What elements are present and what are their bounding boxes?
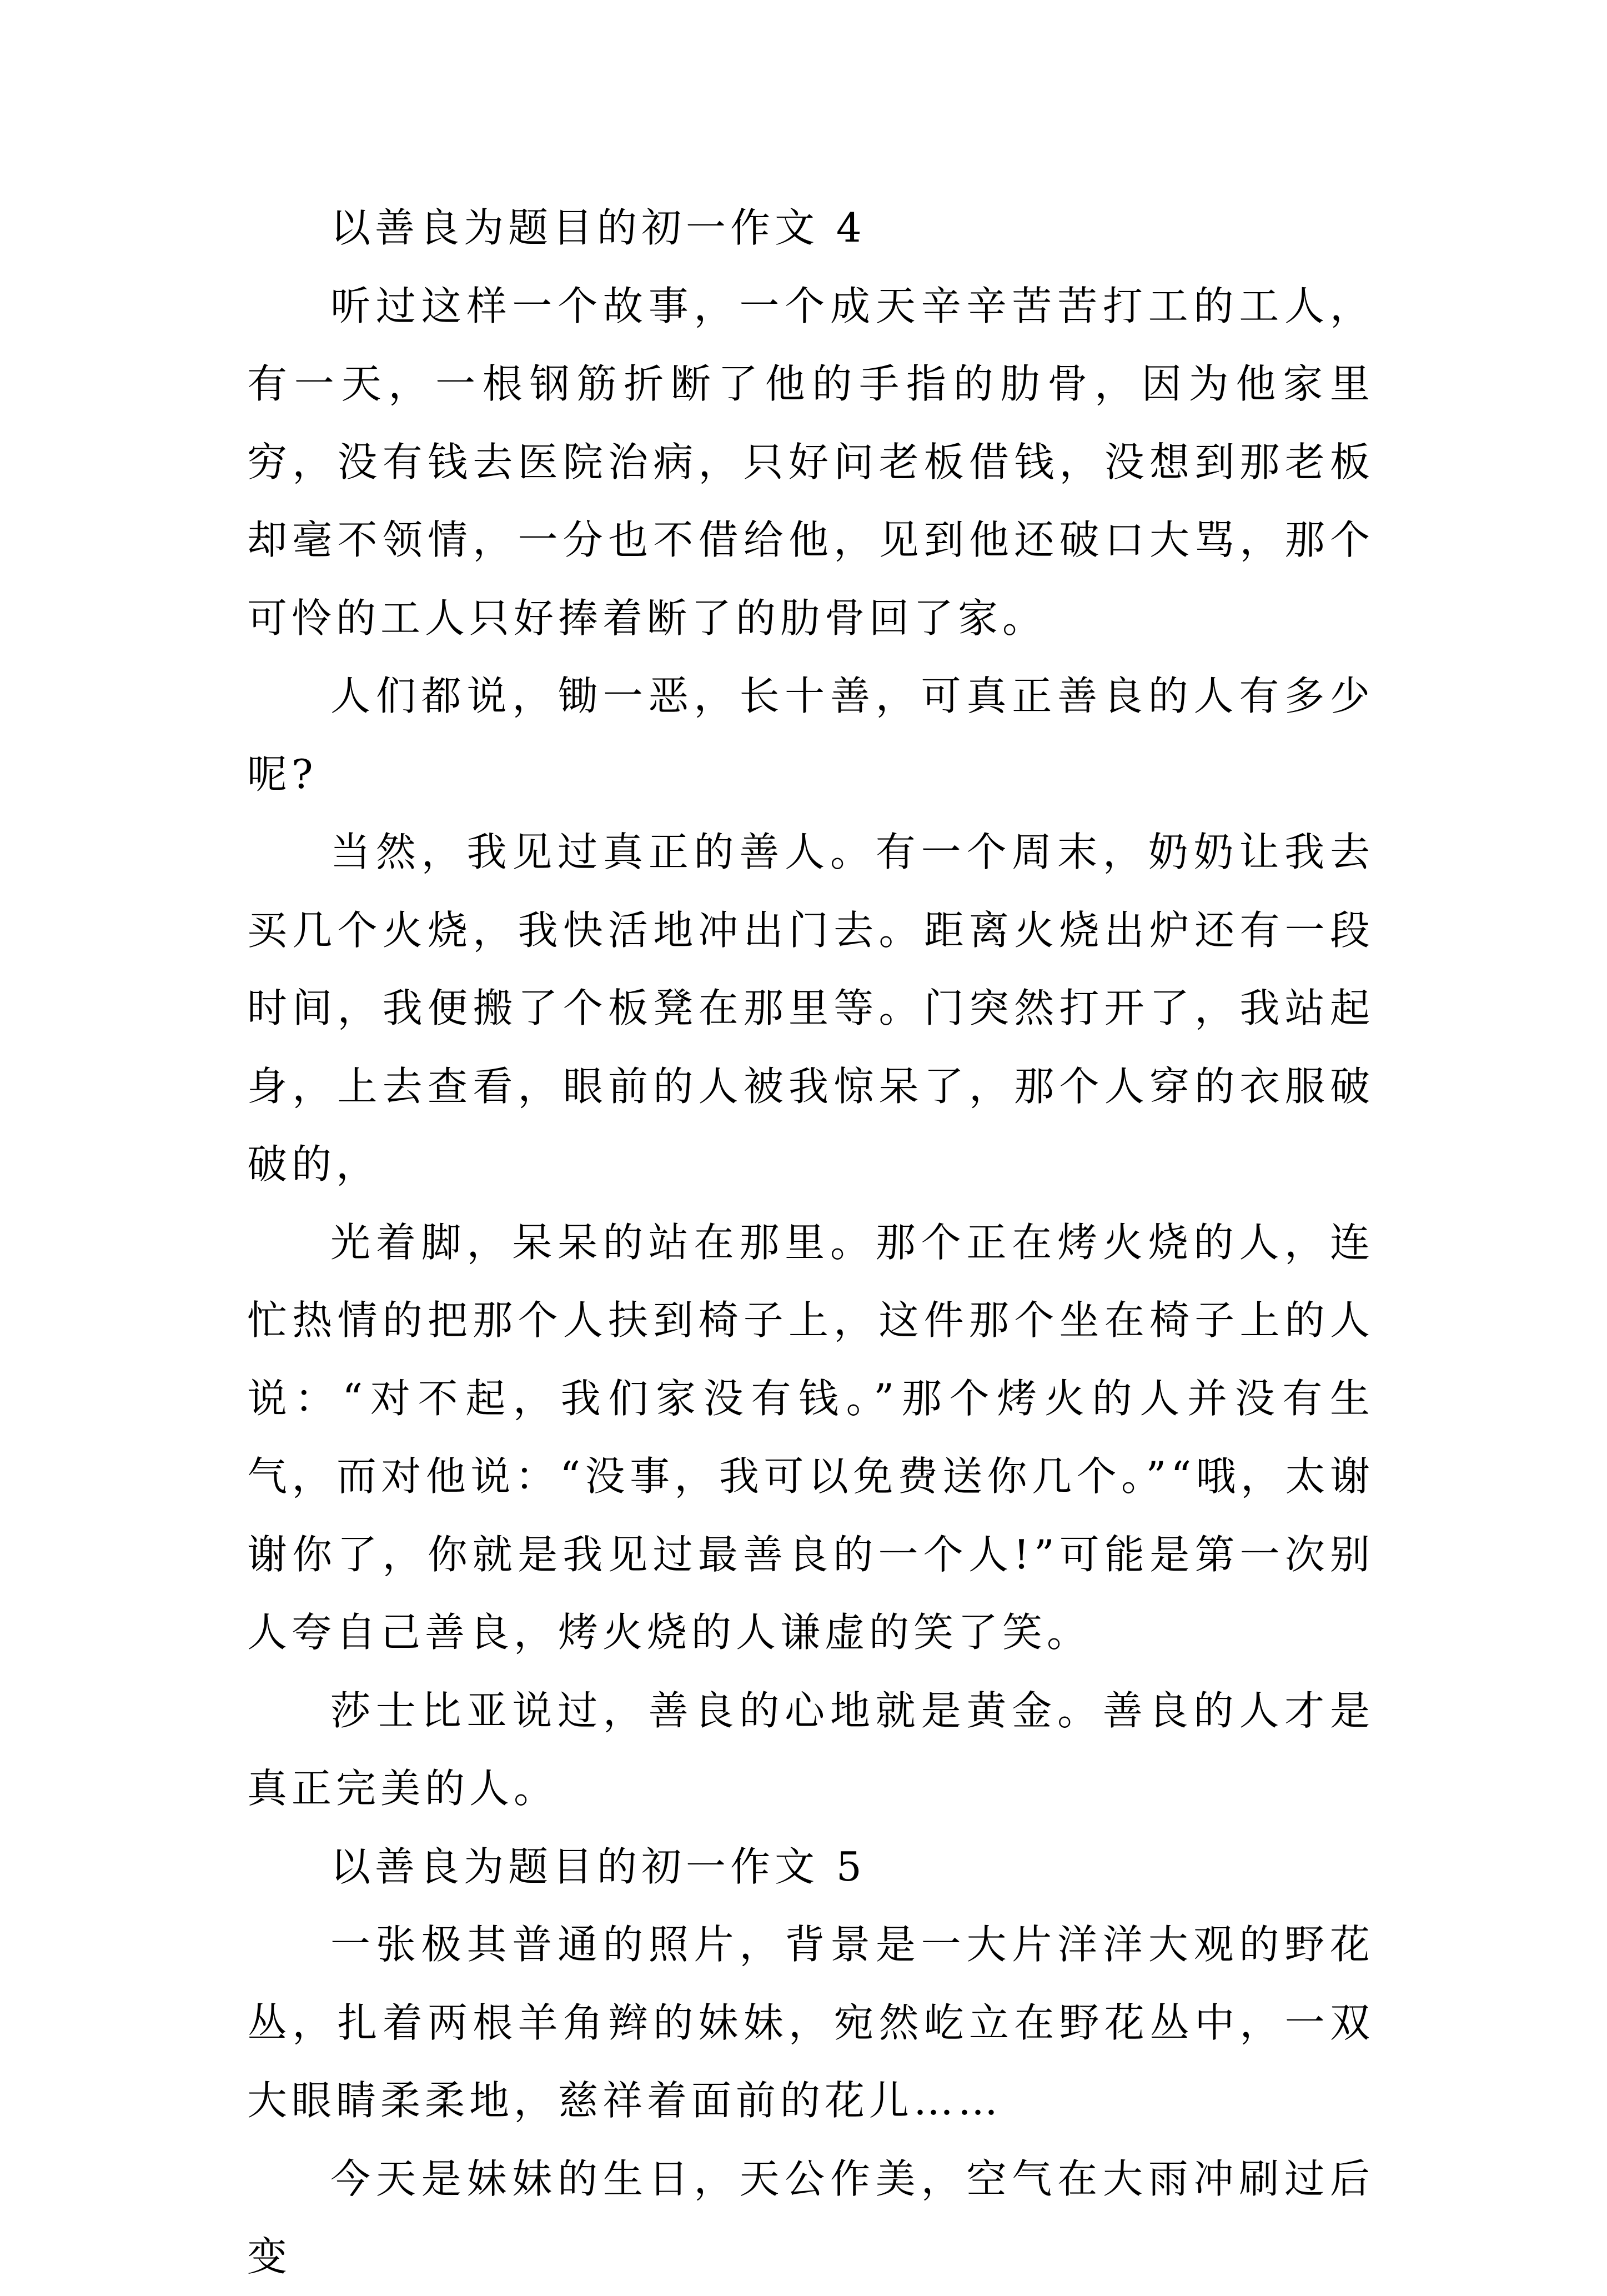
essay-heading-5: 以善良为题目的初一作文 5 — [330, 1843, 866, 1890]
paragraph-worker-story: 听过这样一个故事，一个成天辛辛苦苦打工的工人，有一天，一根钢筋折断了他的手指的肋骨，因为他家里穷，没有钱去医院治病，只好问老板借钱，没想到那老板却毫不领情，一分也不借给他，见到他还破口大骂，那个可怜的工人只好捧着断了的肋骨回了家。 — [247, 282, 1374, 641]
paragraph-weekend: 当然，我见过真正的善人。有一个周末，奶奶让我去买几个火烧，我快活地冲出门去。距离火烧出炉还有一段时间，我便搬了个板凳在那里等。门突然打开了，我站起身，上去查看，眼前的人被我惊呆了，那个人穿的衣服破破的， — [247, 829, 1374, 1187]
document-body — [247, 189, 1374, 2296]
paragraph-question: 人们都说，锄一恶，长十善，可真正善良的人有多少呢? — [247, 673, 1374, 798]
essay-heading-4: 以善良为题目的初一作文 4 — [330, 204, 866, 251]
paragraph-barefoot: 光着脚，呆呆的站在那里。那个正在烤火烧的人，连忙热情的把那个人扶到椅子上，这件那个坐在椅子上的人说：“对不起，我们家没有钱。”那个烤火的人并没有生气，而对他说：“没事，我可以免费送你几个。”“哦，太谢谢你了，你就是我见过最善良的一个人!”可能是第一次别人夸自己善良，烤火烧的人谦虚的笑了笑。 — [247, 1219, 1374, 1656]
paragraph-birthday: 今天是妹妹的生日，天公作美，空气在大雨冲刷过后变 — [247, 2155, 1374, 2280]
paragraph-photo: 一张极其普通的照片，背景是一大片洋洋大观的野花丛，扎着两根羊角辫的妹妹，宛然屹立在野花丛中，一双大眼睛柔柔地，慈祥着面前的花儿…… — [247, 1921, 1374, 2124]
paragraph-shakespeare: 莎士比亚说过，善良的心地就是黄金。善良的人才是真正完美的人。 — [247, 1687, 1374, 1812]
